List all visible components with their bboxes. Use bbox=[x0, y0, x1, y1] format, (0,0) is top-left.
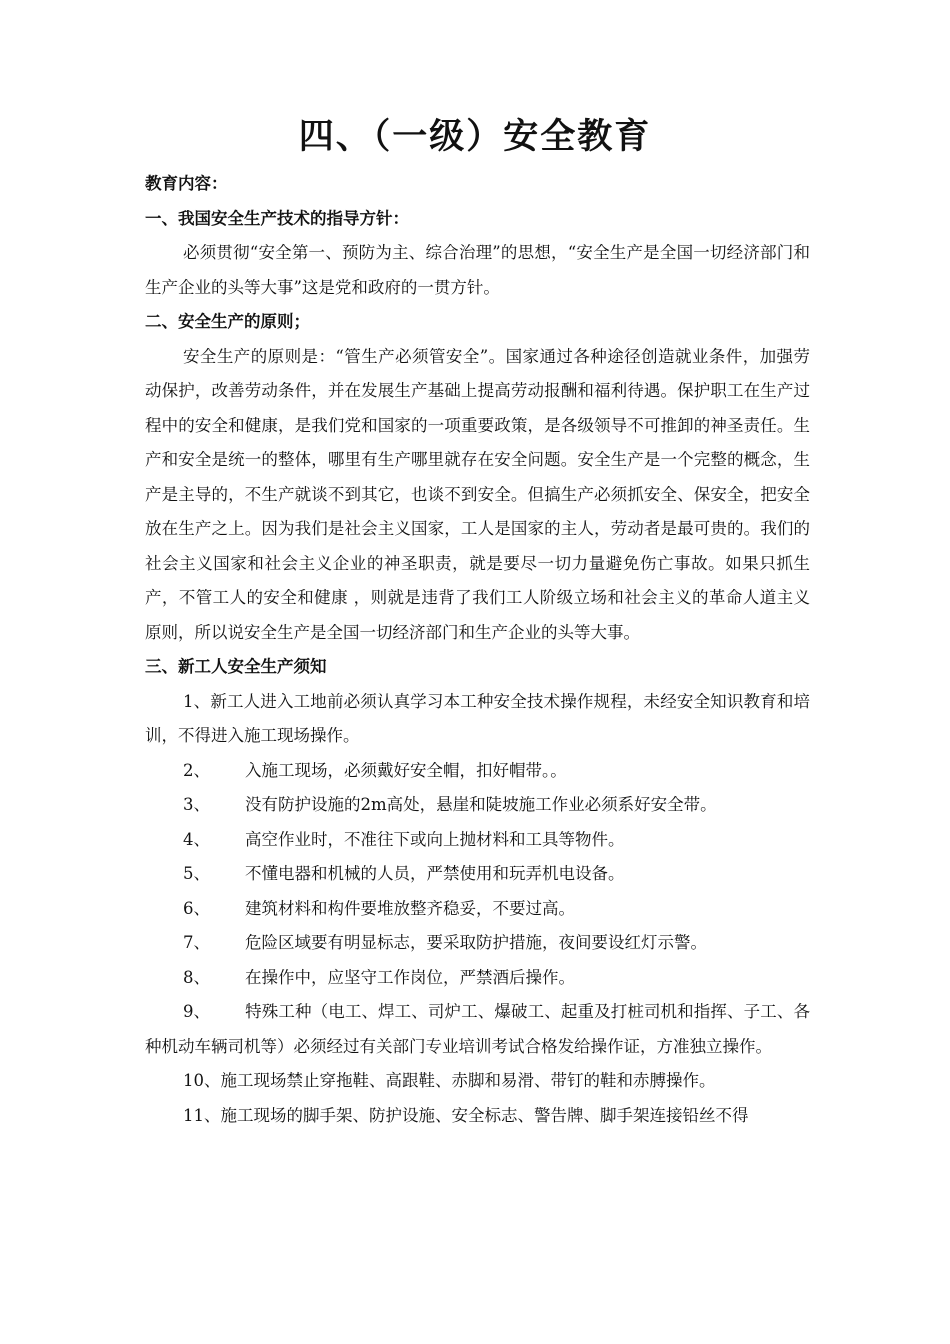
rule-number: 8、 bbox=[183, 967, 210, 987]
rule-text: 高空作业时，不准往下或向上抛材料和工具等物件。 bbox=[245, 829, 625, 849]
rule-item-9 bbox=[145, 995, 810, 1064]
rule-number: 3、 bbox=[183, 795, 210, 814]
document-body bbox=[145, 167, 810, 1133]
section-1-paragraph: 必须贯彻“安全第一、预防为主、综合治理”的思想，“安全生产是全国一切经济部门和生产企业的头等大事”这是党和政府的一贯方针。 bbox=[145, 243, 810, 297]
section-3-heading: 三、新工人安全生产须知 bbox=[145, 657, 327, 676]
rule-text: 特殊工种（电工、焊工、司炉工、爆破工、起重及打桩司机和指挥、子工、各种机动车辆司机等）必须经过有关部门专业培训考试合格发给操作证，方准独立操作。 bbox=[145, 1002, 810, 1056]
intro-label: 教育内容： bbox=[145, 174, 228, 193]
rule-text: 不懂电器和机械的人员，严禁使用和玩弄机电设备。 bbox=[245, 864, 625, 883]
rule-item-2 bbox=[145, 754, 810, 789]
rule-item-1: 1、新工人进入工地前必须认真学习本工种安全技术操作规程，未经安全知识教育和培训，不得进入施工现场操作。 bbox=[145, 691, 810, 745]
rule-item-8 bbox=[145, 961, 810, 996]
rule-number: 5、 bbox=[183, 864, 210, 883]
rule-item-7 bbox=[145, 926, 810, 961]
rule-number: 9、 bbox=[183, 1002, 210, 1021]
rule-item-3 bbox=[145, 788, 810, 823]
rule-item-11: 11、施工现场的脚手架、防护设施、安全标志、警告牌、脚手架连接铅丝不得 bbox=[183, 1105, 749, 1125]
rule-number: 7、 bbox=[183, 933, 210, 952]
rule-text: 建筑材料和构件要堆放整齐稳妥，不要过高。 bbox=[245, 898, 575, 918]
rule-text: 危险区域要有明显标志，要采取防护措施，夜间要设红灯示警。 bbox=[245, 933, 707, 952]
section-2-heading: 二、安全生产的原则； bbox=[145, 312, 310, 331]
rule-text: 没有防护设施的2m高处，悬崖和陡坡施工作业必须系好安全带。 bbox=[245, 795, 717, 814]
rule-item-5 bbox=[145, 857, 810, 892]
section-2-paragraph: 安全生产的原则是：“管生产必须管安全”。国家通过各种途径创造就业条件，加强劳动保护，改善劳动条件，并在发展生产基础上提高劳动报酬和福利待遇。保护职工在生产过程中的安全和健康，是我们党和国家的一项重要政策，是各级领导不可推卸的神圣责任。生产和安全是统一的整体，哪里有生产哪里就存在安全问题。安全生产是一个完整的概念，生产是主导的，不生产就谈不到其它，也谈不到安全。但搞生产必须抓安全、保安全，把安全放在生产之上。因为我们是社会主义国家，工人是国家的主人，劳动者是最可贵的。我们的社会主义国家和社会主义企业的神圣职责，就是要尽一切力量避免伤亡事故。如果只抓生产，不管工人的安全和健康 ，则就是违背了我们工人阶级立场和社会主义的革命人道主义原则，所以说安全生产是全国一切经济部门和生产企业的头等大事。 bbox=[145, 346, 810, 642]
rule-text: 入施工现场，必须戴好安全帽，扣好帽带。。 bbox=[245, 760, 567, 780]
rule-item-10: 10、施工现场禁止穿拖鞋、高跟鞋、赤脚和易滑、带钉的鞋和赤膊操作。 bbox=[183, 1071, 716, 1090]
section-1-heading: 一、我国安全生产技术的指导方针： bbox=[145, 208, 409, 228]
rule-number: 6、 bbox=[183, 898, 210, 918]
rule-item-6 bbox=[145, 892, 810, 927]
page-title: 四、（一级）安全教育 bbox=[298, 117, 652, 157]
rule-number: 4、 bbox=[183, 829, 210, 849]
rule-text: 在操作中，应坚守工作岗位，严禁酒后操作。 bbox=[245, 967, 575, 987]
rule-item-4 bbox=[145, 823, 810, 858]
rule-number: 2、 bbox=[183, 760, 210, 780]
